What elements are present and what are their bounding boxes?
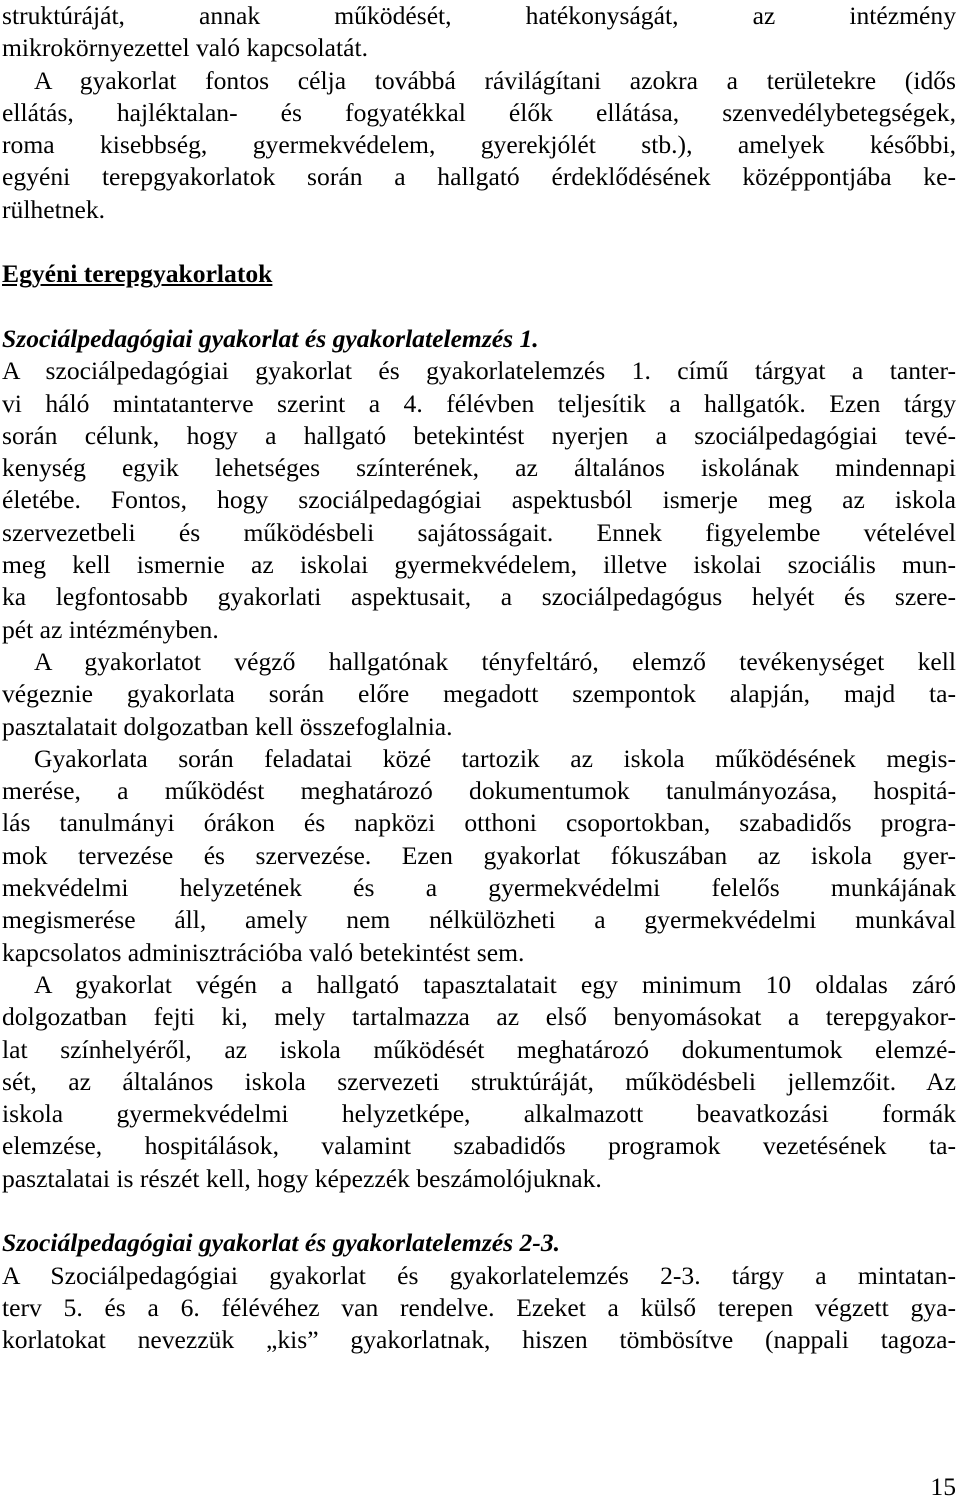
text-line: pasztalatai is részét kell, hogy képezzék beszámolójuknak. [2, 1163, 602, 1193]
text-line: iskola gyermekvédelmi helyzetképe, alkalmazott beavatkozási formák [2, 1099, 956, 1129]
subsection1-paragraph-2 [2, 646, 956, 743]
subsection2-paragraph-1 [2, 1260, 956, 1357]
text-line: A szociálpedagógiai gyakorlat és gyakorlatelemzés 1. című tárgyat a tanter- [2, 356, 956, 386]
text-line: mekvédelmi helyzetének és a gyermekvédelmi felelős munkájának [2, 873, 956, 903]
page-number: 15 [930, 1472, 956, 1501]
document-page [2, 0, 956, 1356]
text-line: meg kell ismernie az iskolai gyermekvédelem, illetve iskolai szociális mun- [2, 550, 956, 580]
text-line: egyéni terepgyakorlatok során a hallgató érdeklődésének középpontjába ke- [2, 162, 956, 192]
text-line: struktúráját, annak működését, hatékonyságát, az intézmény [2, 1, 956, 30]
text-line: pasztalatait dolgozatban kell összefoglalnia. [2, 711, 453, 741]
text-line: sét, az általános iskola szervezeti struktúráját, működésbeli jellemzőit. Az [2, 1066, 956, 1096]
text-line: lat színhelyéről, az iskola működését meghatározó dokumentumok elemzé- [2, 1034, 956, 1064]
text-line: során célunk, hogy a hallgató betekintést nyerjen a szociálpedagógiai tevé- [2, 420, 956, 450]
text-line: megismerése áll, amely nem nélkülözheti a gyermekvédelmi munkával [2, 905, 956, 935]
text-line: A gyakorlatot végző hallgatónak tényfeltáró, elemző tevékenységet kell [34, 646, 956, 676]
text-line: kenység egyik lehetséges színterének, az általános iskolának mindennapi [2, 453, 956, 483]
section-title: Egyéni terepgyakorlatok [2, 259, 273, 289]
text-line: A gyakorlat fontos célja továbbá rávilágítani azokra a területekre (idős [34, 65, 956, 95]
text-line: elemzése, hospitálások, valamint szabadidős programok vezetésének ta- [2, 1131, 956, 1161]
text-line: terv 5. és a 6. félévéhez van rendelve. Ezeket a külső terepen végzett gya- [2, 1292, 956, 1322]
text-line: rülhetnek. [2, 194, 106, 224]
subsection-title-1: Szociálpedagógiai gyakorlat és gyakorlatelemzés 1. [2, 323, 539, 353]
text-line: lás tanulmányi órákon és napközi otthoni csoportokban, szabadidős progra- [2, 808, 956, 838]
spacer [2, 1195, 956, 1227]
text-line: roma kisebbség, gyermekvédelem, gyerekjólét stb.), amelyek későbbi, [2, 130, 956, 160]
subsection1-paragraph-1 [2, 355, 956, 646]
spacer [2, 291, 956, 323]
subsection1-paragraph-4 [2, 969, 956, 1195]
intro-paragraph [2, 65, 956, 226]
text-line: korlatokat nevezzük „kis” gyakorlatnak, hiszen tömbösítve (nappali tagoza- [2, 1325, 956, 1355]
subsection1-paragraph-3 [2, 743, 956, 969]
text-line: Gyakorlata során feladatai közé tartozik az iskola működésének megis- [34, 743, 956, 773]
text-line: végeznie gyakorlata során előre megadott szempontok alapján, majd ta- [2, 679, 956, 709]
text-line: kapcsolatos adminisztrációba való betekintést sem. [2, 937, 525, 967]
text-line: pét az intézményben. [2, 614, 219, 644]
text-line: merése, a működést meghatározó dokumentumok tanulmányozása, hospitá- [2, 776, 956, 806]
text-line: ka legfontosabb gyakorlati aspektusait, a szociálpedagógus helyét és szere- [2, 582, 956, 612]
spacer [2, 226, 956, 258]
text-line: életébe. Fontos, hogy szociálpedagógiai aspektusból ismerje meg az iskola [2, 485, 956, 515]
text-line: dolgozatban fejti ki, mely tartalmazza az első benyomásokat a terepgyakor- [2, 1002, 956, 1032]
text-line: vi háló mintatanterve szerint a 4. félévben teljesítik a hallgatók. Ezen tárgy [2, 388, 956, 418]
text-line: A Szociálpedagógiai gyakorlat és gyakorlatelemzés 2-3. tárgy a mintatan- [2, 1260, 956, 1290]
intro-continued [2, 0, 956, 65]
text-line: mikrokörnyezettel való kapcsolatát. [2, 33, 368, 63]
subsection-title-2: Szociálpedagógiai gyakorlat és gyakorlatelemzés 2-3. [2, 1228, 561, 1258]
text-line: szervezetbeli és működésbeli sajátosságait. Ennek figyelembe vételével [2, 517, 956, 547]
text-line: mok tervezése és szervezése. Ezen gyakorlat fókuszában az iskola gyer- [2, 840, 956, 870]
text-line: A gyakorlat végén a hallgató tapasztalatait egy minimum 10 oldalas záró [34, 969, 956, 999]
text-line: ellátás, hajléktalan- és fogyatékkal élők ellátása, szenvedélybetegségek, [2, 97, 956, 127]
